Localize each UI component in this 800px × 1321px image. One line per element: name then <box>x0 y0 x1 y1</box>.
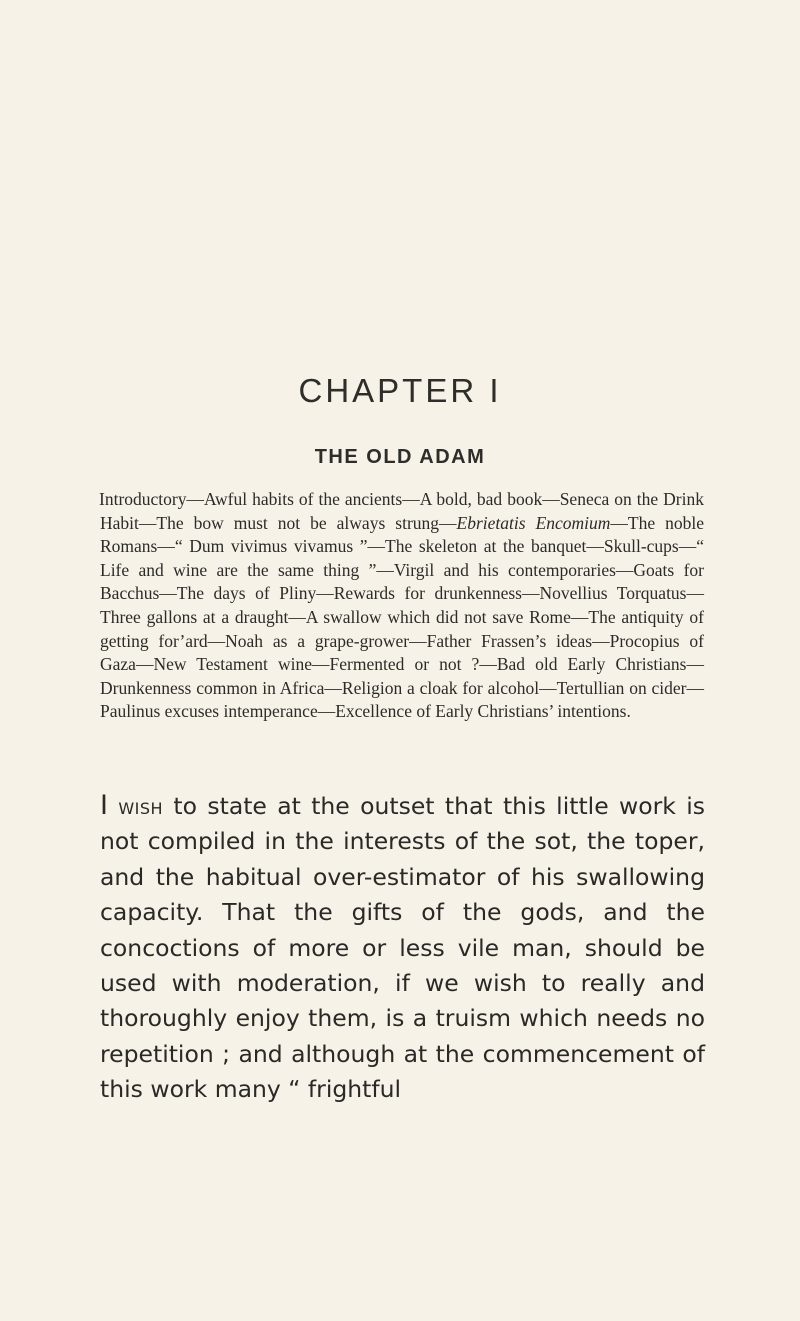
synopsis-italic-title: Ebrietatis Encomium <box>456 512 611 533</box>
synopsis-text-part-2: —The noble Romans—“ Dum vivimus vivamus ”—The skeleton at the banquet—Skull-cups—“ Life and wine are the same thing ”—Virgil and his contemporaries—Goats for Bacchus—The days of Pliny—Rewards for drunkenness—Novellius Torquatus—Three gallons at a draught—A swallow which did not save Rome—The antiquity of getting for’ard—Noah as a grape-grower—Father Frassen’s ideas—Procopius of Gaza—New Testament wine—Fermented or not ?—Bad old Early Christians—Drunkenness common in Africa—Religion a cloak for alcohol—Tertullian on cider—Paulinus excuses intemperance—Excellence of Early Christians’ intentions. <box>100 512 705 722</box>
body-paragraph <box>100 788 705 1108</box>
opening-small-caps: wish <box>118 792 164 820</box>
chapter-synopsis <box>100 488 704 724</box>
chapter-title: THE OLD ADAM <box>314 446 486 468</box>
synopsis-text-part-1: Introductory—Awful habits of the ancients—A bold, bad book—Seneca on the Drink Habit—The bow must not be always strung— <box>99 489 704 533</box>
chapter-heading: CHAPTER I <box>298 372 502 409</box>
body-paragraph-text: to state at the outset that this little work is not compiled in the interests of the sot, the toper, and the habitual over-estimator of his swallowing capacity. That the gifts of the gods, and the concoctions of more or less vile man, should be used with moderation, if we wish to really and thoroughly enjoy them, is a truism which needs no repetition ; and although at the commencement of this work many “ frightful <box>100 792 705 1104</box>
synopsis-paragraph <box>100 488 704 724</box>
body-text <box>100 788 705 1108</box>
opening-letter: I <box>100 790 108 821</box>
